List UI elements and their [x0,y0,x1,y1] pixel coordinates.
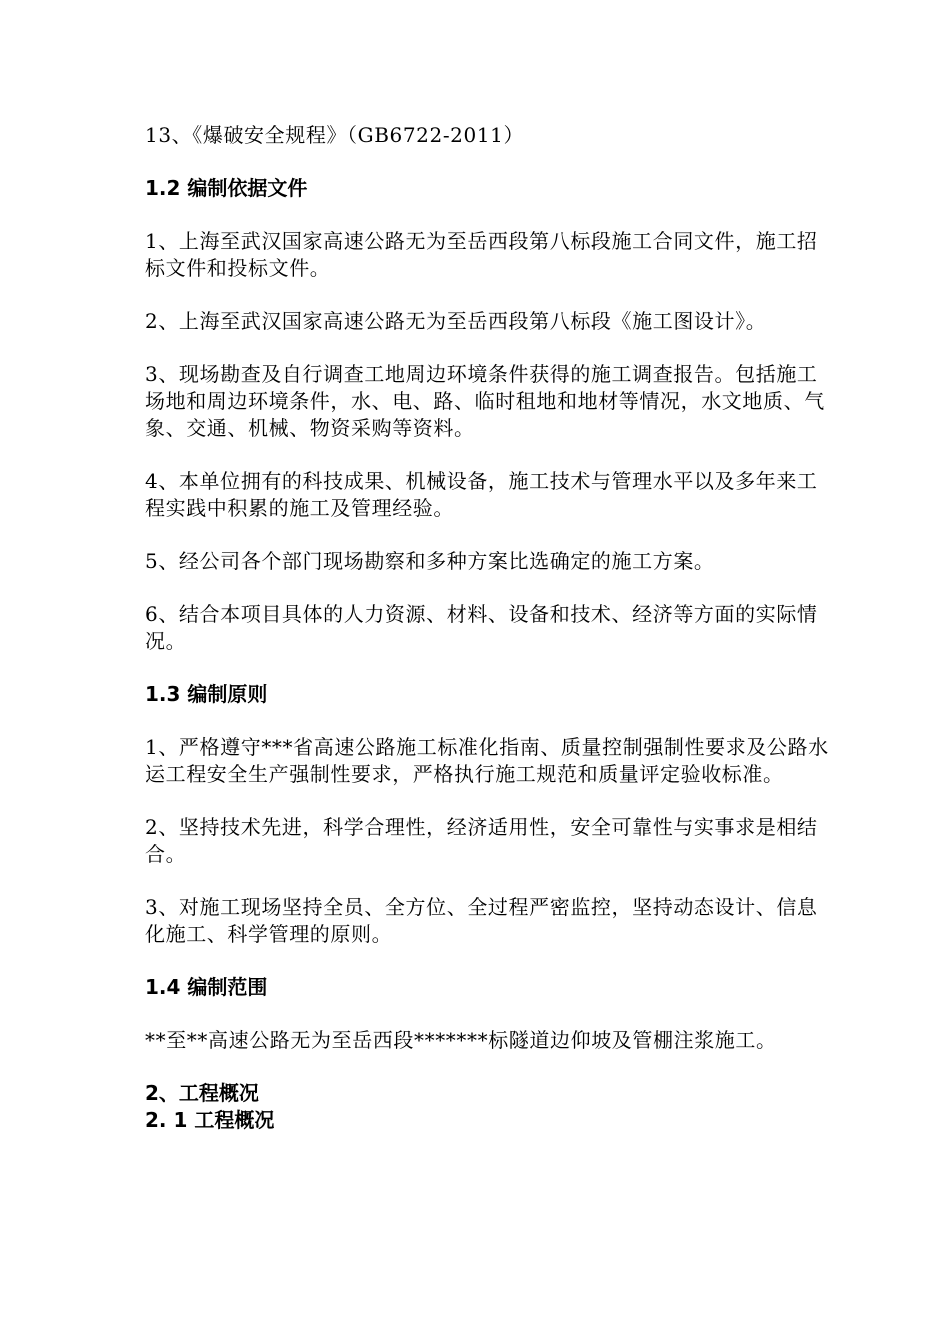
basis-item-1: 1、上海至武汉国家高速公路无为至岳西段第八标段施工合同文件，施工招标文件和投标文件。 [145,229,818,280]
subsection-heading-2-1: 2. 1 工程概况 [145,1108,275,1132]
document-page [145,122,835,1160]
principle-item-3: 3、对施工现场坚持全员、全方位、全过程严密监控，坚持动态设计、信息化施工、科学管理的原则。 [145,895,818,946]
basis-item-5: 5、经公司各个部门现场勘察和多种方案比选确定的施工方案。 [145,549,715,573]
principle-item-1: 1、严格遵守***省高速公路施工标准化指南、质量控制强制性要求及公路水运工程安全生产强制性要求，严格执行施工规范和质量评定验收标准。 [145,735,829,786]
basis-item-4: 4、本单位拥有的科技成果、机械设备，施工技术与管理水平以及多年来工程实践中积累的施工及管理经验。 [145,469,818,520]
section-heading-1-2: 1.2 编制依据文件 [145,176,308,200]
intro-item: 13、《爆破安全规程》（GB6722-2011） [145,123,525,147]
scope-text: **至**高速公路无为至岳西段*******标隧道边仰坡及管棚注浆施工。 [145,1028,777,1052]
section-heading-1-3: 1.3 编制原则 [145,682,268,706]
basis-item-2: 2、上海至武汉国家高速公路无为至岳西段第八标段《施工图设计》。 [145,309,767,333]
basis-item-3: 3、现场勘查及自行调查工地周边环境条件获得的施工调查报告。包括施工场地和周边环境条件，水、电、路、临时租地和地材等情况，水文地质、气象、交通、机械、物资采购等资料。 [145,362,825,440]
principle-item-2: 2、坚持技术先进，科学合理性，经济适用性，安全可靠性与实事求是相结合。 [145,815,818,866]
section-heading-1-4: 1.4 编制范围 [145,975,268,999]
section-heading-2: 2、工程概况 [145,1081,259,1105]
basis-item-6: 6、结合本项目具体的人力资源、材料、设备和技术、经济等方面的实际情况。 [145,602,818,653]
